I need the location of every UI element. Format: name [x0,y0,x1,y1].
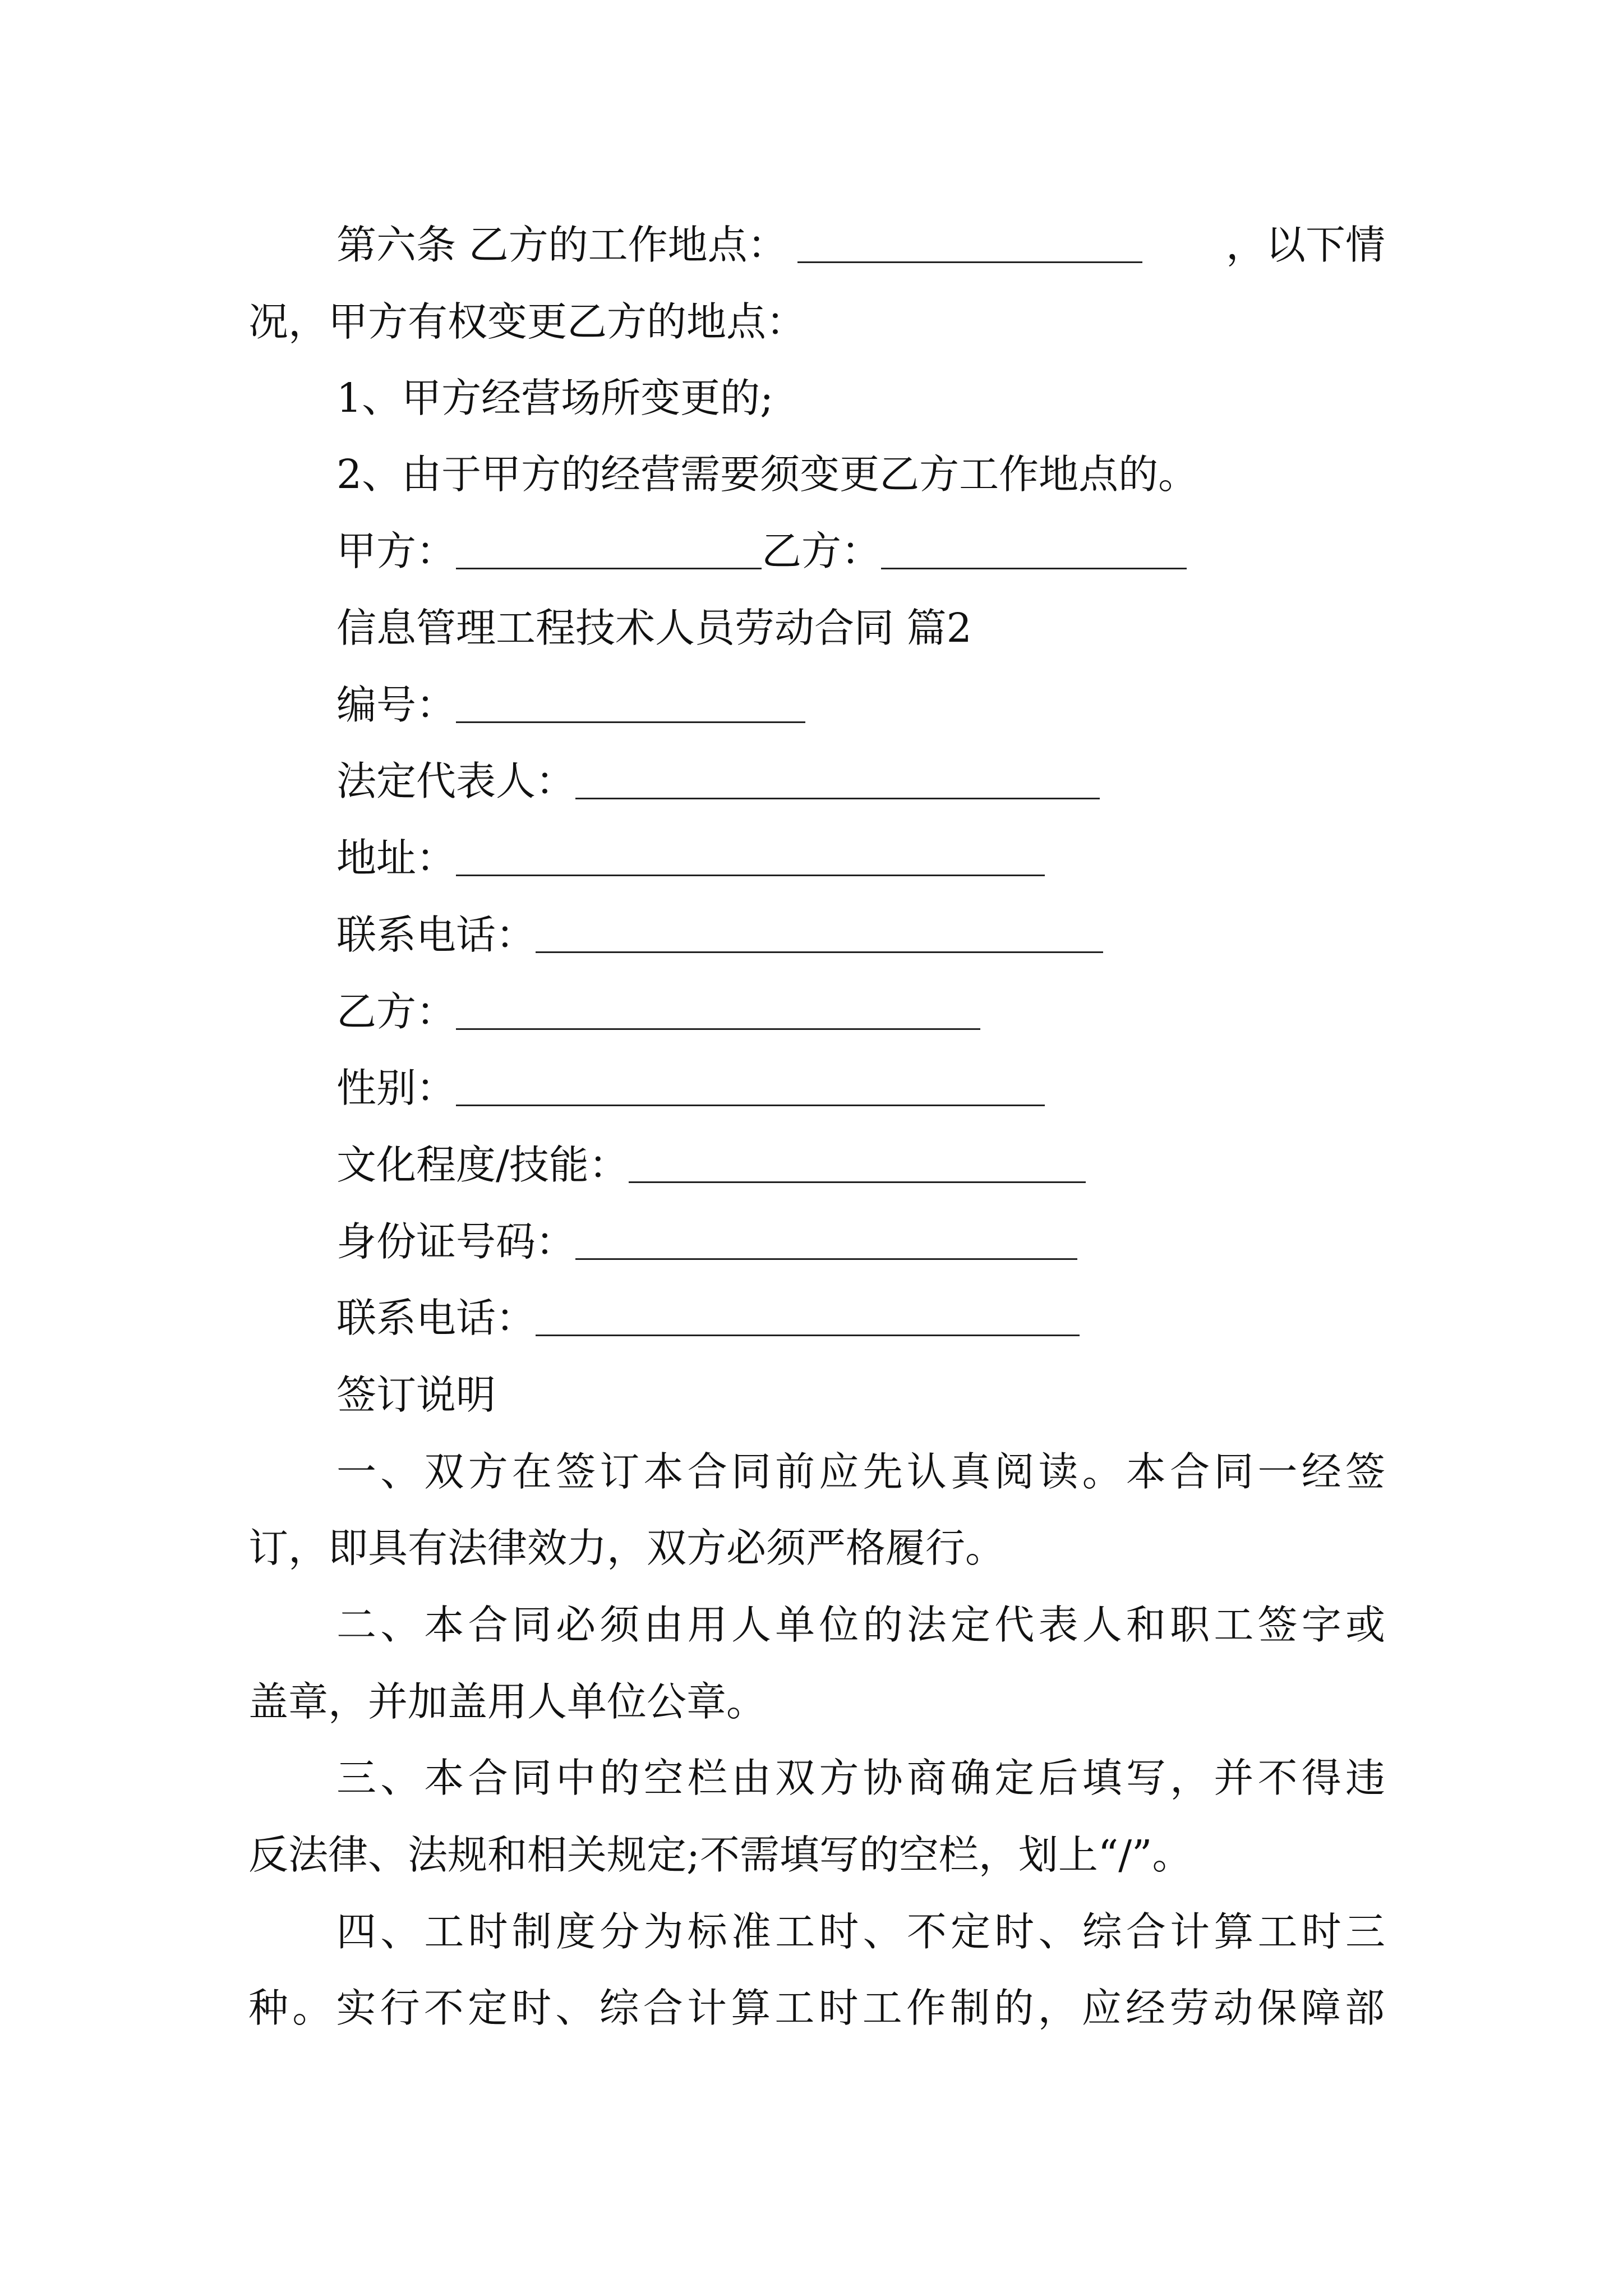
phone-b-field [336,1279,1080,1358]
party-b-field-blank[interactable] [456,1028,980,1030]
party-a-blank[interactable] [456,568,762,569]
note-2-line-1: 二、本合同必须由用人单位的法定代表人和职工签字或 [336,1602,1385,1648]
article-6-item-2: 2、由于甲方的经营需要须变更乙方工作地点的。 [336,451,1198,498]
notes-title: 签订说明 [336,1372,496,1418]
party-b-label: 乙方： [762,528,882,574]
address-label: 地址： [336,835,457,881]
note-2-line-2: 盖章，并加盖用人单位公章。 [248,1678,767,1725]
note-1-line-1: 一、双方在签订本合同前应先认真阅读。本合同一经签 [336,1448,1385,1495]
gender-blank[interactable] [456,1105,1045,1106]
legal-rep-field [336,742,1100,821]
note-3-line-2: 反法律、法规和相关规定;不需填写的空栏，划上“/”。 [248,1832,1192,1878]
article-6-item-1: 1、甲方经营场所变更的; [336,375,774,421]
article-6-line [336,206,1385,284]
party-b-field-label: 乙方： [336,988,457,1035]
phone-a-label: 联系电话： [336,912,536,958]
phone-b-blank[interactable] [536,1335,1080,1336]
number-label: 编号： [336,682,457,728]
number-blank[interactable] [456,721,805,723]
note-4-line-1: 四、工时制度分为标准工时、不定时、综合计算工时三 [336,1908,1385,1955]
number-field [336,666,805,744]
id-number-field [336,1203,1077,1281]
article-6-label: 第六条 乙方的工作地点： [336,222,787,268]
party-a-label: 甲方： [336,528,457,574]
education-label: 文化程度/技能： [336,1142,629,1188]
legal-rep-label: 法定代表人： [336,758,576,804]
note-4-line-2: 种。实行不定时、综合计算工时工作制的，应经劳动保障部 [248,1985,1385,2031]
legal-rep-blank[interactable] [575,798,1100,799]
contract-heading: 信息管理工程技术人员劳动合同 篇2 [336,605,972,651]
gender-field [336,1049,1045,1128]
party-b-blank[interactable] [881,568,1187,569]
address-blank[interactable] [456,875,1045,876]
note-1-line-2: 订，即具有法律效力，双方必须严格履行。 [248,1525,1006,1571]
party-b-field [336,973,980,1051]
address-field [336,819,1045,898]
article-6-continuation: 况，甲方有权变更乙方的地点： [248,298,806,345]
note-3-line-1: 三、本合同中的空栏由双方协商确定后填写，并不得违 [336,1755,1385,1801]
article-6-tail: ，以下情 [1225,222,1385,268]
phone-b-label: 联系电话： [336,1295,536,1341]
phone-a-field [336,896,1103,974]
phone-a-blank[interactable] [536,951,1103,953]
gender-label: 性别： [336,1065,457,1111]
workplace-blank[interactable] [797,261,1142,263]
id-number-blank[interactable] [575,1258,1077,1260]
signature-line [336,512,1187,591]
education-field [336,1126,1086,1204]
id-number-label: 身份证号码： [336,1218,576,1265]
education-blank[interactable] [629,1181,1086,1183]
